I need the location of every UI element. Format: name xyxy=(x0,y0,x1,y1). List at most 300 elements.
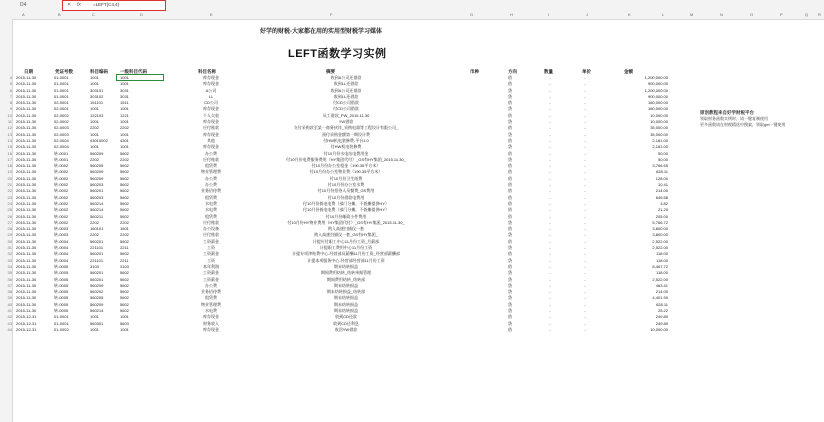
table-cell[interactable]: 2015-11-30 xyxy=(16,194,37,200)
table-cell[interactable]: 水电费 xyxy=(205,207,217,213)
table-cell[interactable]: - xyxy=(549,112,551,118)
table-cell[interactable]: - xyxy=(549,169,551,175)
table-cell[interactable]: 50.00 xyxy=(657,150,668,156)
table-cell[interactable]: 01-0001 xyxy=(54,314,69,320)
table-cell[interactable]: - xyxy=(549,289,551,295)
row-number[interactable]: 30 xyxy=(0,239,12,245)
table-cell[interactable]: 2015-11-30 xyxy=(16,270,37,276)
table-cell[interactable]: 贷 xyxy=(508,106,512,112)
table-cell[interactable]: 5602 xyxy=(120,207,129,213)
table-cell[interactable]: - xyxy=(549,175,551,181)
table-cell[interactable]: 1001 xyxy=(120,75,129,80)
table-cell[interactable]: 43010002 xyxy=(90,137,108,143)
table-cell[interactable]: CD公司 xyxy=(204,100,218,106)
table-cell[interactable]: 转-0005 xyxy=(54,307,69,313)
table-cell[interactable]: 2015-11-30 xyxy=(16,276,37,282)
column-header-l[interactable]: L xyxy=(662,12,665,17)
table-cell[interactable]: 2015-11-30 xyxy=(16,119,37,125)
table-cell[interactable]: 1221 xyxy=(120,112,129,118)
table-cell[interactable]: 转-0001 xyxy=(54,156,69,162)
row-number[interactable]: 7 xyxy=(0,94,12,100)
table-cell[interactable]: 560201 xyxy=(90,270,104,276)
table-cell[interactable]: 应付账款 xyxy=(203,125,219,131)
table-cell[interactable]: 01-0002 xyxy=(54,326,69,332)
column-header-i[interactable]: I xyxy=(548,12,550,17)
table-cell[interactable]: 900,000.00 xyxy=(647,93,668,99)
row-number[interactable]: 20 xyxy=(0,176,12,182)
table-cell[interactable]: 库存现金 xyxy=(203,144,219,150)
table-cell[interactable]: 转-0002 xyxy=(54,207,69,213)
table-cell[interactable]: 01-0001 xyxy=(54,87,69,93)
table-cell[interactable]: - xyxy=(584,119,586,125)
table-cell[interactable]: 收到CD还款 xyxy=(335,314,357,320)
table-cell[interactable]: 1001 xyxy=(120,106,129,112)
table-cell[interactable]: 2015-11-30 xyxy=(16,131,37,137)
table-cell[interactable]: 02-0002 xyxy=(54,119,69,125)
table-cell[interactable]: - xyxy=(584,207,586,213)
table-cell[interactable]: 1001 xyxy=(120,326,129,332)
row-number[interactable]: 22 xyxy=(0,188,12,194)
table-cell[interactable]: 2202 xyxy=(120,156,129,162)
table-cell[interactable]: - xyxy=(549,295,551,301)
table-cell[interactable]: - xyxy=(584,75,586,80)
table-cell[interactable]: 贷 xyxy=(508,144,512,150)
table-cell[interactable]: 转-0005 xyxy=(54,289,69,295)
table-cell[interactable]: 2211 xyxy=(120,245,129,251)
row-number[interactable]: 9 xyxy=(0,106,12,112)
table-cell[interactable]: 2015-11-30 xyxy=(16,137,37,143)
table-cell[interactable]: 35,000.00 xyxy=(650,125,668,131)
table-cell[interactable]: 2015-11-30 xyxy=(16,282,37,288)
row-number[interactable]: 32 xyxy=(0,251,12,257)
table-cell[interactable]: 收到A公司还借款 xyxy=(330,75,362,80)
table-cell[interactable]: 2015-11-30 xyxy=(16,263,37,269)
table-cell[interactable]: - xyxy=(549,188,551,194)
table-cell[interactable]: 员工借款_PW_2015.11.30 xyxy=(322,112,370,118)
table-cell[interactable]: 借 xyxy=(508,213,512,219)
row-number[interactable]: 11 xyxy=(0,119,12,125)
table-cell[interactable]: 2015-11-30 xyxy=(16,257,37,263)
table-cell[interactable]: 借 xyxy=(508,163,512,169)
table-cell[interactable]: - xyxy=(549,320,551,326)
table-cell[interactable]: 贷 xyxy=(508,87,512,93)
table-cell[interactable]: 付10月份低电电费（部门分摊，不低摊提供HY） xyxy=(302,200,389,206)
table-cell[interactable]: - xyxy=(549,301,551,307)
table-cell[interactable]: 249.89 xyxy=(655,320,668,326)
row-number[interactable]: 16 xyxy=(0,151,12,157)
table-cell[interactable]: 转-0002 xyxy=(54,213,69,219)
table-cell[interactable]: - xyxy=(584,100,586,106)
table-cell[interactable]: - xyxy=(584,238,586,244)
table-cell[interactable]: 收到LL还借款 xyxy=(333,93,359,99)
table-cell[interactable]: - xyxy=(549,93,551,99)
table-cell[interactable]: 转-0004 xyxy=(54,257,69,263)
table-cell[interactable]: 10,000.00 xyxy=(650,112,668,118)
table-cell[interactable]: 借 xyxy=(508,175,512,181)
table-cell[interactable]: 1,200,000.00 xyxy=(644,87,668,93)
table-cell[interactable]: 贷 xyxy=(508,119,512,125)
table-cell[interactable]: 贷 xyxy=(508,289,512,295)
table-cell[interactable]: 2202 xyxy=(90,156,99,162)
table-cell[interactable]: 3103 xyxy=(120,263,129,269)
table-cell[interactable]: - xyxy=(584,245,586,251)
table-cell[interactable]: 借 xyxy=(508,188,512,194)
table-cell[interactable]: 个人欠款 xyxy=(203,112,219,118)
table-cell[interactable]: 2015-11-30 xyxy=(16,93,37,99)
table-cell[interactable]: 借 xyxy=(508,251,512,257)
table-cell[interactable]: 其他 xyxy=(207,137,215,143)
table-cell[interactable]: 贷 xyxy=(508,232,512,238)
table-cell[interactable]: 1001 xyxy=(90,119,99,125)
table-cell[interactable]: 122103 xyxy=(90,112,104,118)
table-cell[interactable]: 转-0003 xyxy=(54,226,69,232)
table-cell[interactable]: 期末结转损益 xyxy=(334,301,358,307)
table-cell[interactable]: 借 xyxy=(508,169,512,175)
table-cell[interactable]: 5602 xyxy=(120,182,129,188)
table-cell[interactable]: 1001 xyxy=(90,144,99,150)
table-cell[interactable]: 2015-11-30 xyxy=(16,150,37,156)
table-cell[interactable]: 2015-11-30 xyxy=(16,112,37,118)
table-cell[interactable]: 1001 xyxy=(90,106,99,112)
table-cell[interactable]: 560209 xyxy=(90,282,104,288)
table-cell[interactable]: 购入高速扫描仪一套_GS有HY集团_ xyxy=(314,232,378,238)
table-cell[interactable]: 25.22 xyxy=(657,307,668,313)
table-cell[interactable]: - xyxy=(549,200,551,206)
table-cell[interactable]: 工资薪金 xyxy=(203,251,219,257)
table-cell[interactable]: 10,000.00 xyxy=(650,119,668,125)
table-cell[interactable]: 01-0001 xyxy=(54,93,69,99)
table-cell[interactable]: 付10月份水电站电费用金 xyxy=(323,150,369,156)
table-cell[interactable]: 303102 xyxy=(90,93,104,99)
table-cell[interactable]: 1601 xyxy=(120,226,129,232)
table-cell[interactable]: 转-0002 xyxy=(54,175,69,181)
table-cell[interactable]: 办公费 xyxy=(205,175,217,181)
table-cell[interactable]: 560301 xyxy=(90,320,104,326)
table-cell[interactable]: - xyxy=(584,263,586,269)
table-cell[interactable]: 2,522.00 xyxy=(652,276,668,282)
table-cell[interactable]: 支付采购款至某一商务伙伴_采购电器等工程设计有限公司_ xyxy=(293,125,399,131)
row-number[interactable]: 25 xyxy=(0,207,12,213)
row-number[interactable]: 10 xyxy=(0,113,12,119)
row-number[interactable]: 21 xyxy=(0,182,12,188)
row-number[interactable]: 14 xyxy=(0,138,12,144)
row-number[interactable]: 6 xyxy=(0,88,12,94)
table-cell[interactable]: - xyxy=(584,289,586,295)
table-cell[interactable]: 2015-11-30 xyxy=(16,169,37,175)
row-number[interactable]: 37 xyxy=(0,283,12,289)
row-number[interactable]: 39 xyxy=(0,295,12,301)
column-header-o[interactable]: O xyxy=(750,12,754,17)
column-header-e[interactable]: E xyxy=(210,12,213,17)
table-cell[interactable]: 计提职工费用中心11月份工资 xyxy=(319,245,373,251)
table-cell[interactable]: 期末结转损益 xyxy=(334,307,358,313)
formula-input-area[interactable] xyxy=(62,0,166,11)
table-cell[interactable]: 办公费 xyxy=(205,150,217,156)
table-cell[interactable]: - xyxy=(584,282,586,288)
table-cell[interactable]: 租赁费 xyxy=(205,295,217,301)
column-header-q[interactable]: Q xyxy=(805,12,809,17)
table-cell[interactable]: 借 xyxy=(508,150,512,156)
table-cell[interactable]: 5602 xyxy=(120,289,129,295)
table-cell[interactable]: 2015-11-30 xyxy=(16,301,37,307)
table-cell[interactable]: 转-0005 xyxy=(54,263,69,269)
table-cell[interactable]: 35,000.00 xyxy=(650,131,668,137)
table-cell[interactable]: 转-0004 xyxy=(54,238,69,244)
table-cell[interactable]: 1001 xyxy=(90,75,99,80)
column-header-a[interactable]: A xyxy=(22,12,25,17)
table-cell[interactable]: 1,200,000.00 xyxy=(644,75,668,80)
table-cell[interactable]: 付10月份办公室物业费（190.35平方米） xyxy=(309,169,383,175)
table-cell[interactable]: 5602 xyxy=(120,301,129,307)
table-cell[interactable]: - xyxy=(549,137,551,143)
table-cell[interactable]: - xyxy=(549,144,551,150)
table-cell[interactable]: 10,000.00 xyxy=(650,326,668,332)
table-cell[interactable]: - xyxy=(584,125,586,131)
table-cell[interactable]: 3,766.65 xyxy=(652,163,668,169)
table-cell[interactable]: 借 xyxy=(508,314,512,320)
table-cell[interactable]: 收到CD还利息 xyxy=(333,320,359,326)
table-cell[interactable]: 560214 xyxy=(90,207,104,213)
table-cell[interactable]: 付10月份卫生纸费 xyxy=(329,175,363,181)
table-cell[interactable]: 2015-11-30 xyxy=(16,200,37,206)
table-cell[interactable]: - xyxy=(584,232,586,238)
table-cell[interactable]: - xyxy=(549,257,551,263)
table-cell[interactable]: 转-0005 xyxy=(54,276,69,282)
row-number[interactable]: 5 xyxy=(0,81,12,87)
table-cell[interactable]: 付10月份招待人员餐费_GS费用 xyxy=(317,188,375,194)
row-number[interactable]: 8 xyxy=(0,100,12,106)
table-cell[interactable]: 2015-11-30 xyxy=(16,81,37,87)
table-cell[interactable]: 2015-11-30 xyxy=(16,289,37,295)
table-cell[interactable]: 2202 xyxy=(120,232,129,238)
table-cell[interactable]: 2015-11-30 xyxy=(16,156,37,162)
table-cell[interactable]: - xyxy=(549,163,551,169)
table-cell[interactable]: 02-0004 xyxy=(54,137,69,143)
row-number[interactable]: 40 xyxy=(0,302,12,308)
row-number[interactable]: 44 xyxy=(0,327,12,333)
column-header-n[interactable]: N xyxy=(720,12,723,17)
table-cell[interactable]: 付10月份低电电费（部门分摊，不低摊提供HY） xyxy=(302,207,389,213)
table-cell[interactable]: 2,181.00 xyxy=(652,137,668,143)
table-cell[interactable]: 期末结转损益 xyxy=(334,282,358,288)
table-cell[interactable]: 转-0002 xyxy=(54,163,69,169)
table-cell[interactable]: 2202 xyxy=(90,125,99,131)
row-number[interactable]: 24 xyxy=(0,201,12,207)
table-cell[interactable]: 付HW机电装修费-平台1.0 xyxy=(323,137,369,143)
table-cell[interactable]: 办公设备 xyxy=(203,226,219,232)
table-cell[interactable]: 118.00 xyxy=(656,257,668,263)
column-header-d[interactable]: D xyxy=(140,12,143,17)
table-cell[interactable]: 租赁费 xyxy=(205,213,217,219)
table-cell[interactable]: 151101 xyxy=(90,100,104,106)
table-cell[interactable]: - xyxy=(549,182,551,188)
column-header-c[interactable]: C xyxy=(92,12,95,17)
table-cell[interactable]: 2,522.00 xyxy=(652,238,668,244)
table-cell[interactable]: 50.00 xyxy=(657,156,668,162)
table-cell[interactable]: 贷 xyxy=(508,320,512,326)
table-cell[interactable]: - xyxy=(549,245,551,251)
table-cell[interactable]: 628.11 xyxy=(656,169,668,175)
table-cell[interactable]: - xyxy=(584,326,586,332)
formula-text[interactable]: =LEFT(C4,4) xyxy=(93,2,120,7)
column-header-m[interactable]: M xyxy=(690,12,694,17)
table-cell[interactable]: 2211 xyxy=(120,257,129,263)
table-cell[interactable]: - xyxy=(584,301,586,307)
table-cell[interactable]: 5602 xyxy=(120,251,129,257)
table-cell[interactable]: - xyxy=(584,251,586,257)
table-cell[interactable]: - xyxy=(584,131,586,137)
table-cell[interactable]: 02-0001 xyxy=(54,106,69,112)
table-cell[interactable]: 560205 xyxy=(90,295,104,301)
table-cell[interactable]: 214.00 xyxy=(655,289,668,295)
row-number[interactable]: 33 xyxy=(0,258,12,264)
table-cell[interactable]: 5602 xyxy=(120,276,129,282)
table-cell[interactable]: - xyxy=(584,314,586,320)
table-cell[interactable]: - xyxy=(549,150,551,156)
table-cell[interactable]: 转-0003 xyxy=(54,232,69,238)
table-cell[interactable]: 贷 xyxy=(508,131,512,137)
table-cell[interactable]: 5602 xyxy=(120,270,129,276)
table-cell[interactable]: 560209 xyxy=(90,301,104,307)
table-cell[interactable]: 2015-11-30 xyxy=(16,232,37,238)
table-cell[interactable]: 贷 xyxy=(508,276,512,282)
table-cell[interactable]: 贷 xyxy=(508,301,512,307)
table-cell[interactable]: 3103 xyxy=(90,263,99,269)
table-cell[interactable]: 转-0005 xyxy=(54,282,69,288)
table-cell[interactable]: - xyxy=(549,326,551,332)
column-header-r[interactable]: R xyxy=(818,12,821,17)
row-number[interactable]: 41 xyxy=(0,308,12,314)
row-number[interactable]: 12 xyxy=(0,125,12,131)
row-number[interactable]: 43 xyxy=(0,321,12,327)
table-cell[interactable]: 应付账款 xyxy=(203,156,219,162)
table-cell[interactable]: 付10月份办公室水费 xyxy=(327,182,365,188)
row-number[interactable]: 27 xyxy=(0,220,12,226)
table-cell[interactable]: 5602 xyxy=(120,200,129,206)
table-cell[interactable]: 借 xyxy=(508,100,512,106)
table-cell[interactable]: 118.00 xyxy=(656,270,668,276)
table-cell[interactable]: 办公费 xyxy=(205,182,217,188)
table-cell[interactable]: - xyxy=(549,131,551,137)
table-cell[interactable]: 业务招待费 xyxy=(201,188,221,194)
table-cell[interactable]: - xyxy=(549,194,551,200)
table-cell[interactable]: 2015-11-30 xyxy=(16,75,37,80)
table-cell[interactable]: 期末结转损益_结转部 xyxy=(326,289,366,295)
table-cell[interactable]: 2015-12-31 xyxy=(16,320,37,326)
table-cell[interactable]: 工资薪金 xyxy=(203,270,219,276)
table-cell[interactable]: 02-0003 xyxy=(54,131,69,137)
table-cell[interactable]: - xyxy=(584,175,586,181)
table-cell[interactable]: 645.58 xyxy=(655,194,668,200)
table-cell[interactable]: 2015-11-30 xyxy=(16,245,37,251)
table-cell[interactable]: 3031 xyxy=(120,93,129,99)
table-cell[interactable]: 库存现金 xyxy=(203,75,219,80)
table-cell[interactable]: 借 xyxy=(508,75,512,80)
table-cell[interactable]: - xyxy=(584,320,586,326)
table-cell[interactable]: - xyxy=(549,282,551,288)
table-cell[interactable]: 贷 xyxy=(508,257,512,263)
table-cell[interactable]: - xyxy=(584,188,586,194)
column-header-k[interactable]: K xyxy=(628,12,631,17)
table-cell[interactable]: 转-0001 xyxy=(54,150,69,156)
table-cell[interactable]: 560201 xyxy=(90,276,104,282)
table-cell[interactable]: 贷 xyxy=(508,156,512,162)
table-cell[interactable]: 工资薪金 xyxy=(203,276,219,282)
fx-icon[interactable]: fx xyxy=(77,2,81,8)
table-cell[interactable]: - xyxy=(584,156,586,162)
table-cell[interactable]: 计提本项服务中心-经营部经营部11月份工资 xyxy=(307,257,385,263)
table-cell[interactable]: - xyxy=(584,295,586,301)
table-cell[interactable]: - xyxy=(549,314,551,320)
table-cell[interactable]: 118.00 xyxy=(656,251,668,257)
table-cell[interactable]: 5603 xyxy=(120,320,129,326)
table-cell[interactable]: 4301 xyxy=(120,137,129,143)
table-cell[interactable]: 5602 xyxy=(120,307,129,313)
row-number[interactable]: 34 xyxy=(0,264,12,270)
table-cell[interactable]: 2015-11-30 xyxy=(16,207,37,213)
table-cell[interactable]: - xyxy=(584,194,586,200)
table-cell[interactable]: - xyxy=(584,87,586,93)
table-cell[interactable]: 借 xyxy=(508,263,512,269)
table-cell[interactable]: - xyxy=(584,200,586,206)
table-cell[interactable]: 计提应付职工中心11月份工资_月薪部 xyxy=(312,238,380,244)
table-cell[interactable]: 租赁费 xyxy=(205,163,217,169)
table-cell[interactable]: - xyxy=(584,270,586,276)
table-cell[interactable]: 转-0002 xyxy=(54,182,69,188)
table-cell[interactable]: 借 xyxy=(508,112,512,118)
cancel-icon[interactable]: ✕ xyxy=(67,2,72,8)
row-number[interactable]: 29 xyxy=(0,232,12,238)
table-cell[interactable]: 2015-11-30 xyxy=(16,251,37,257)
table-cell[interactable]: - xyxy=(549,106,551,112)
table-cell[interactable]: 1001 xyxy=(120,81,129,87)
table-cell[interactable]: 收回YW借款 xyxy=(334,326,358,332)
table-cell[interactable]: 560201 xyxy=(90,251,104,257)
table-cell[interactable]: 期末结转损益 xyxy=(334,263,358,269)
table-cell[interactable]: 5602 xyxy=(120,213,129,219)
table-cell[interactable]: 128.00 xyxy=(655,175,668,181)
table-cell[interactable]: - xyxy=(584,182,586,188)
table-cell[interactable]: 5602 xyxy=(120,175,129,181)
row-number[interactable]: 18 xyxy=(0,163,12,169)
table-cell[interactable]: 库存现金 xyxy=(203,131,219,137)
table-cell[interactable]: 2015-11-30 xyxy=(16,87,37,93)
table-cell[interactable]: 转-0002 xyxy=(54,188,69,194)
table-cell[interactable]: 应付账款 xyxy=(203,219,219,225)
table-cell[interactable]: 2015-11-30 xyxy=(16,100,37,106)
table-cell[interactable]: 2,522.00 xyxy=(652,245,668,251)
table-cell[interactable]: - xyxy=(584,163,586,169)
selected-cell[interactable] xyxy=(116,74,164,81)
table-cell[interactable]: 库存现金 xyxy=(203,314,219,320)
table-cell[interactable]: 2015-11-30 xyxy=(16,238,37,244)
table-cell[interactable]: 付10月份借款电费用 xyxy=(327,194,365,200)
table-cell[interactable]: - xyxy=(584,219,586,225)
table-cell[interactable]: - xyxy=(549,276,551,282)
table-cell[interactable]: 库存现金 xyxy=(203,119,219,125)
table-cell[interactable]: 付CD公司借款 xyxy=(333,106,359,112)
table-cell[interactable]: 付10月份HY物业费用（HY集团代付）_GS有HY集团_2015.11.30_ xyxy=(287,219,405,225)
table-cell[interactable]: 贷 xyxy=(508,295,512,301)
row-number[interactable]: 42 xyxy=(0,314,12,320)
table-cell[interactable]: 560201 xyxy=(90,188,104,194)
table-cell[interactable]: 期末结转损益 xyxy=(334,295,358,301)
table-cell[interactable]: 560203 xyxy=(90,194,104,200)
table-cell[interactable]: 2202 xyxy=(120,125,129,131)
table-cell[interactable]: 1001 xyxy=(90,314,99,320)
table-cell[interactable]: - xyxy=(584,144,586,150)
row-number[interactable]: 35 xyxy=(0,270,12,276)
